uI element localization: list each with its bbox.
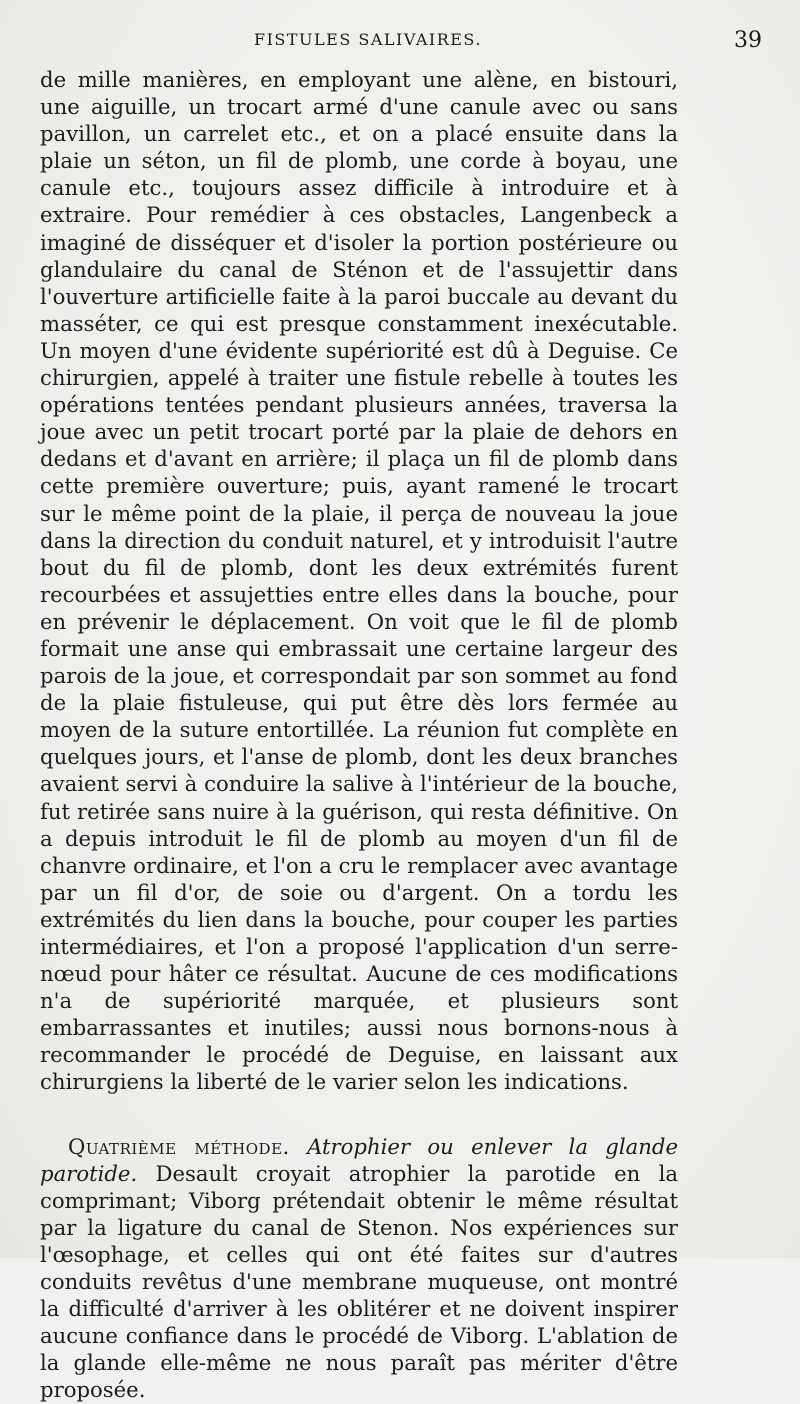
running-title: FISTULES SALIVAIRES. xyxy=(254,30,482,49)
method-heading: Quatrième méthode. xyxy=(68,1133,290,1159)
body-paragraph: de mille manières, en employant une alène, en bistouri, une aiguille, un trocart armé d'une canule avec ou sans pavillon, un carrelet etc., et on a placé ensuite dans la plaie un séton, un fil de plomb, une corde à boyau, une canule etc., toujours assez difficile à introduire et à extraire. Pour remédier à ces obstacles, Langenbeck a imaginé de disséquer et d'isoler la portion postérieure ou glandulaire du canal de Sténon et de l'assujettir dans l'ouverture artificielle faite à la paroi buccale au devant du masséter, ce qui est presque constamment inexécutable. Un moyen d'une évidente supériorité est dû à Deguise. Ce chirurgien, appelé à traiter une fistule rebelle à toutes les opérations tentées pendant plusieurs années, traversa la joue avec un petit trocart porté par la plaie de dehors en dedans et d'avant en arrière; il plaça un fil de plomb dans cette première ouverture; puis, ayant ramené le trocart sur le même point de la plaie, il perça de nouveau la joue dans la direction du conduit naturel, et y introduisit l'autre bout du fil de plomb, dont les deux extrémités furent recourbées et assujetties entre elles dans la bouche, pour en prévenir le déplacement. On voit que le fil de plomb formait une anse qui embrassait une certaine largeur des parois de la joue, et correspondait par son sommet au fond de la plaie fistuleuse, qui put être dès lors fermée au moyen de la suture entortillée. La réunion fut complète en quelques jours, et l'anse de plomb, dont les deux branches avaient servi à conduire la salive à l'intérieur de la bouche, fut retirée sans nuire à la guérison, qui resta définitive. On a depuis introduit le fil de plomb au moyen d'un fil de chanvre ordinaire, et l'on a cru le remplacer avec avantage par un fil d'or, de soie ou d'argent. On a tordu les extrémités du lien dans la bouche, pour couper les parties intermédiaires, et l'on a proposé l'application d'un serre-nœud pour hâter ce résultat. Aucune de ces modifications n'a de supériorité marquée, et plusieurs sont embarrassantes et inutiles; aussi nous bornons-nous à recommander le procédé de Deguise, en laissant aux chirurgiens la liberté de le varier selon les indications. xyxy=(40,67,678,1095)
method-text: Desault croyait atrophier la parotide en la comprimant; Viborg prétendait obtenir le même résultat par la ligature du canal de Stenon. Nos expériences sur l'œsophage, et celles qui ont été faites sur d'autres conduits revêtus d'une membrane muqueuse, ont montré la difficulté d'arriver à les oblitérer et ne doivent inspirer aucune confiance dans le procédé de Viborg. L'ablation de la glande elle-même ne nous paraît pas mériter d'être proposée. xyxy=(40,1160,678,1403)
method-paragraph xyxy=(40,1133,678,1404)
running-header xyxy=(40,26,762,66)
page-number: 39 xyxy=(734,28,762,53)
method-subject: Atrophier ou enlever la glande parotide. xyxy=(40,1133,678,1186)
